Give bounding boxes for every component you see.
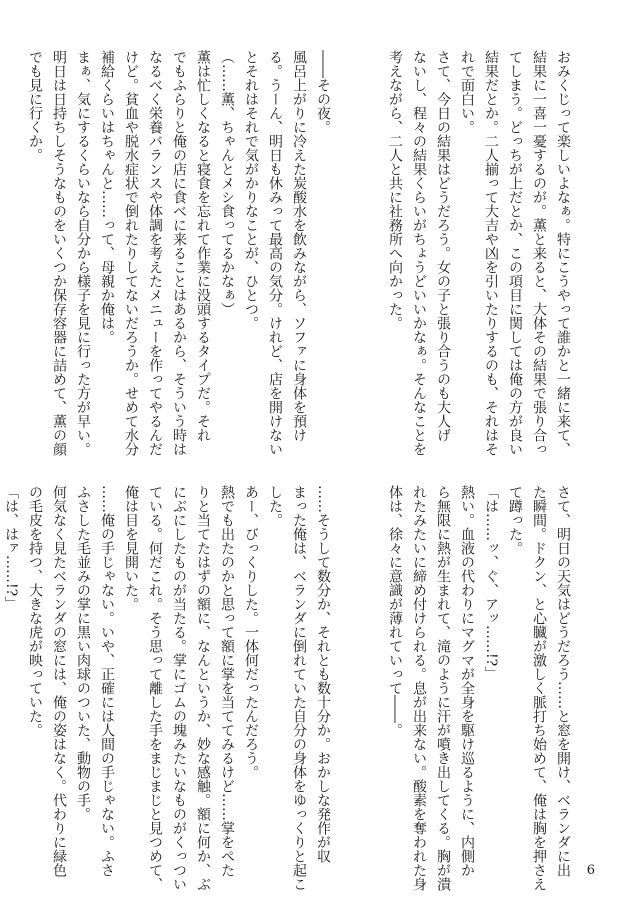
text-line: ふさした毛並みの掌に黒い肉球のついた、動物の手。 xyxy=(75,485,91,821)
text-line: （……薫、ちゃんとメシ食ってるかなぁ） xyxy=(219,50,235,316)
text-line: でも見に行くか。 xyxy=(27,50,43,162)
text-line: ……俺の手じゃない。いや、正確には人間の手じゃない。ふさ xyxy=(99,485,115,877)
text-line: の毛皮を持つ、大きな虎が映っていた。 xyxy=(27,485,43,737)
text-line: まった俺は、ベランダに倒れていた自分の身体をゆっくりと起こ xyxy=(291,485,307,891)
text-line: さて、明日の天気はどうだろう……と窓を開け、ベランダに出 xyxy=(555,485,571,877)
text-line: けど。貧血や脱水症状で倒れたりしてないだろうか。せめて水分 xyxy=(123,50,139,456)
text-line: りと当てたはずの額に、なんというか、妙な感触。額に何か、ぶ xyxy=(195,485,211,891)
text-line: 補給くらいはちゃんと……って、母親か俺は。 xyxy=(99,50,115,344)
text-line: 「は……ッ、ぐ、アッ……!?」 xyxy=(483,485,499,681)
text-line: ないし、程々の結果くらいがちょうどいいかなぁ。そんなことを xyxy=(411,50,427,456)
top-text-block xyxy=(27,50,575,456)
text-line: る。うーん、明日も休みって最高の気分。けれど、店を開けない xyxy=(267,50,283,456)
text-line: 風呂上がりに冷えた炭酸水を飲みながら、ソファに身体を預け xyxy=(291,50,307,442)
page-number: 6 xyxy=(586,863,595,878)
text-line xyxy=(335,485,359,865)
text-line: 何気なく見たベランダの窓には、俺の姿はなく。代わりに緑色 xyxy=(51,485,67,877)
text-line: でもふらりと俺の店に食べに来ることはあるから、そういう時は xyxy=(171,50,187,456)
text-line: にぶにしたものが当たる。掌にゴムの塊みたいなものがくっつい xyxy=(171,485,187,891)
text-line xyxy=(359,50,383,430)
text-line: まぁ、気にするくらいなら自分から様子を見に行った方が早い。 xyxy=(75,50,91,456)
bottom-text-block xyxy=(3,485,575,891)
text-line: 「は、はァ……!?」 xyxy=(3,485,19,611)
text-line: た瞬間。ドクン、と心臓が激しく脈打ち始めて、俺は胸を押さえ xyxy=(531,485,547,891)
text-line: 薫は忙しくなると寝食を忘れて作業に没頭するタイプだ。それ xyxy=(195,50,211,442)
text-line: 明日は日持ちしそうなものをいくつか保存容器に詰めて、薫の顔 xyxy=(51,50,67,456)
text-line: てしまう。どっちが上だとか、この項目に関しては俺の方が良い xyxy=(507,50,523,456)
text-line: 考えながら、二人と共に社務所へ向かった。 xyxy=(387,50,403,330)
text-line: ――その夜。 xyxy=(315,50,331,134)
text-line: れで面白い。 xyxy=(459,50,475,134)
text-line: て蹲った。 xyxy=(507,485,523,555)
text-line: ら無限に熱が生まれて、滝のように汗が噴き出してくる。胸が潰 xyxy=(435,485,451,891)
text-line: した。 xyxy=(267,485,283,527)
text-line xyxy=(335,50,359,430)
text-line: れたみたいに締め付けられる。息が出来ない。酸素を奪われた身 xyxy=(411,485,427,891)
text-line: 結果だとか。二人揃って大吉や凶を引いたりするのも、それはそ xyxy=(483,50,499,456)
text-line: 熱でも出たのかと思って額に掌を当ててみるけど……掌をぺた xyxy=(219,485,235,877)
text-line: さて、今日の結果はどうだろう。女の子と張り合うのも大人げ xyxy=(435,50,451,442)
text-line: 結果に一喜一憂するのが。薫と来ると、大体その結果で張り合っ xyxy=(531,50,547,456)
text-line: あー、びっくりした。一体何だったんだろう。 xyxy=(243,485,259,779)
text-line: おみくじって楽しいよなぁ。特にこうやって誰かと一緒に来て、 xyxy=(555,50,571,456)
text-line: 体は、徐々に意識が薄れていって――。 xyxy=(387,485,403,737)
text-line: なるべく栄養バランスや体調を考えたメニューを作ってやるんだ xyxy=(147,50,163,456)
text-line xyxy=(359,485,383,865)
text-line: ……そうして数分か、それとも数十分か。おかしな発作が収 xyxy=(315,485,331,863)
text-line: とそれはそれで気がかりなことが、ひとつ。 xyxy=(243,50,259,330)
text-line: 俺は目を見開いた。 xyxy=(123,485,139,611)
text-line: 熱い。血液の代わりにマグマが全身を駆け巡るように、内側か xyxy=(459,485,475,877)
text-line: ている。何だこれ。そう思って離した手をまじまじと見つめて、 xyxy=(147,485,163,891)
